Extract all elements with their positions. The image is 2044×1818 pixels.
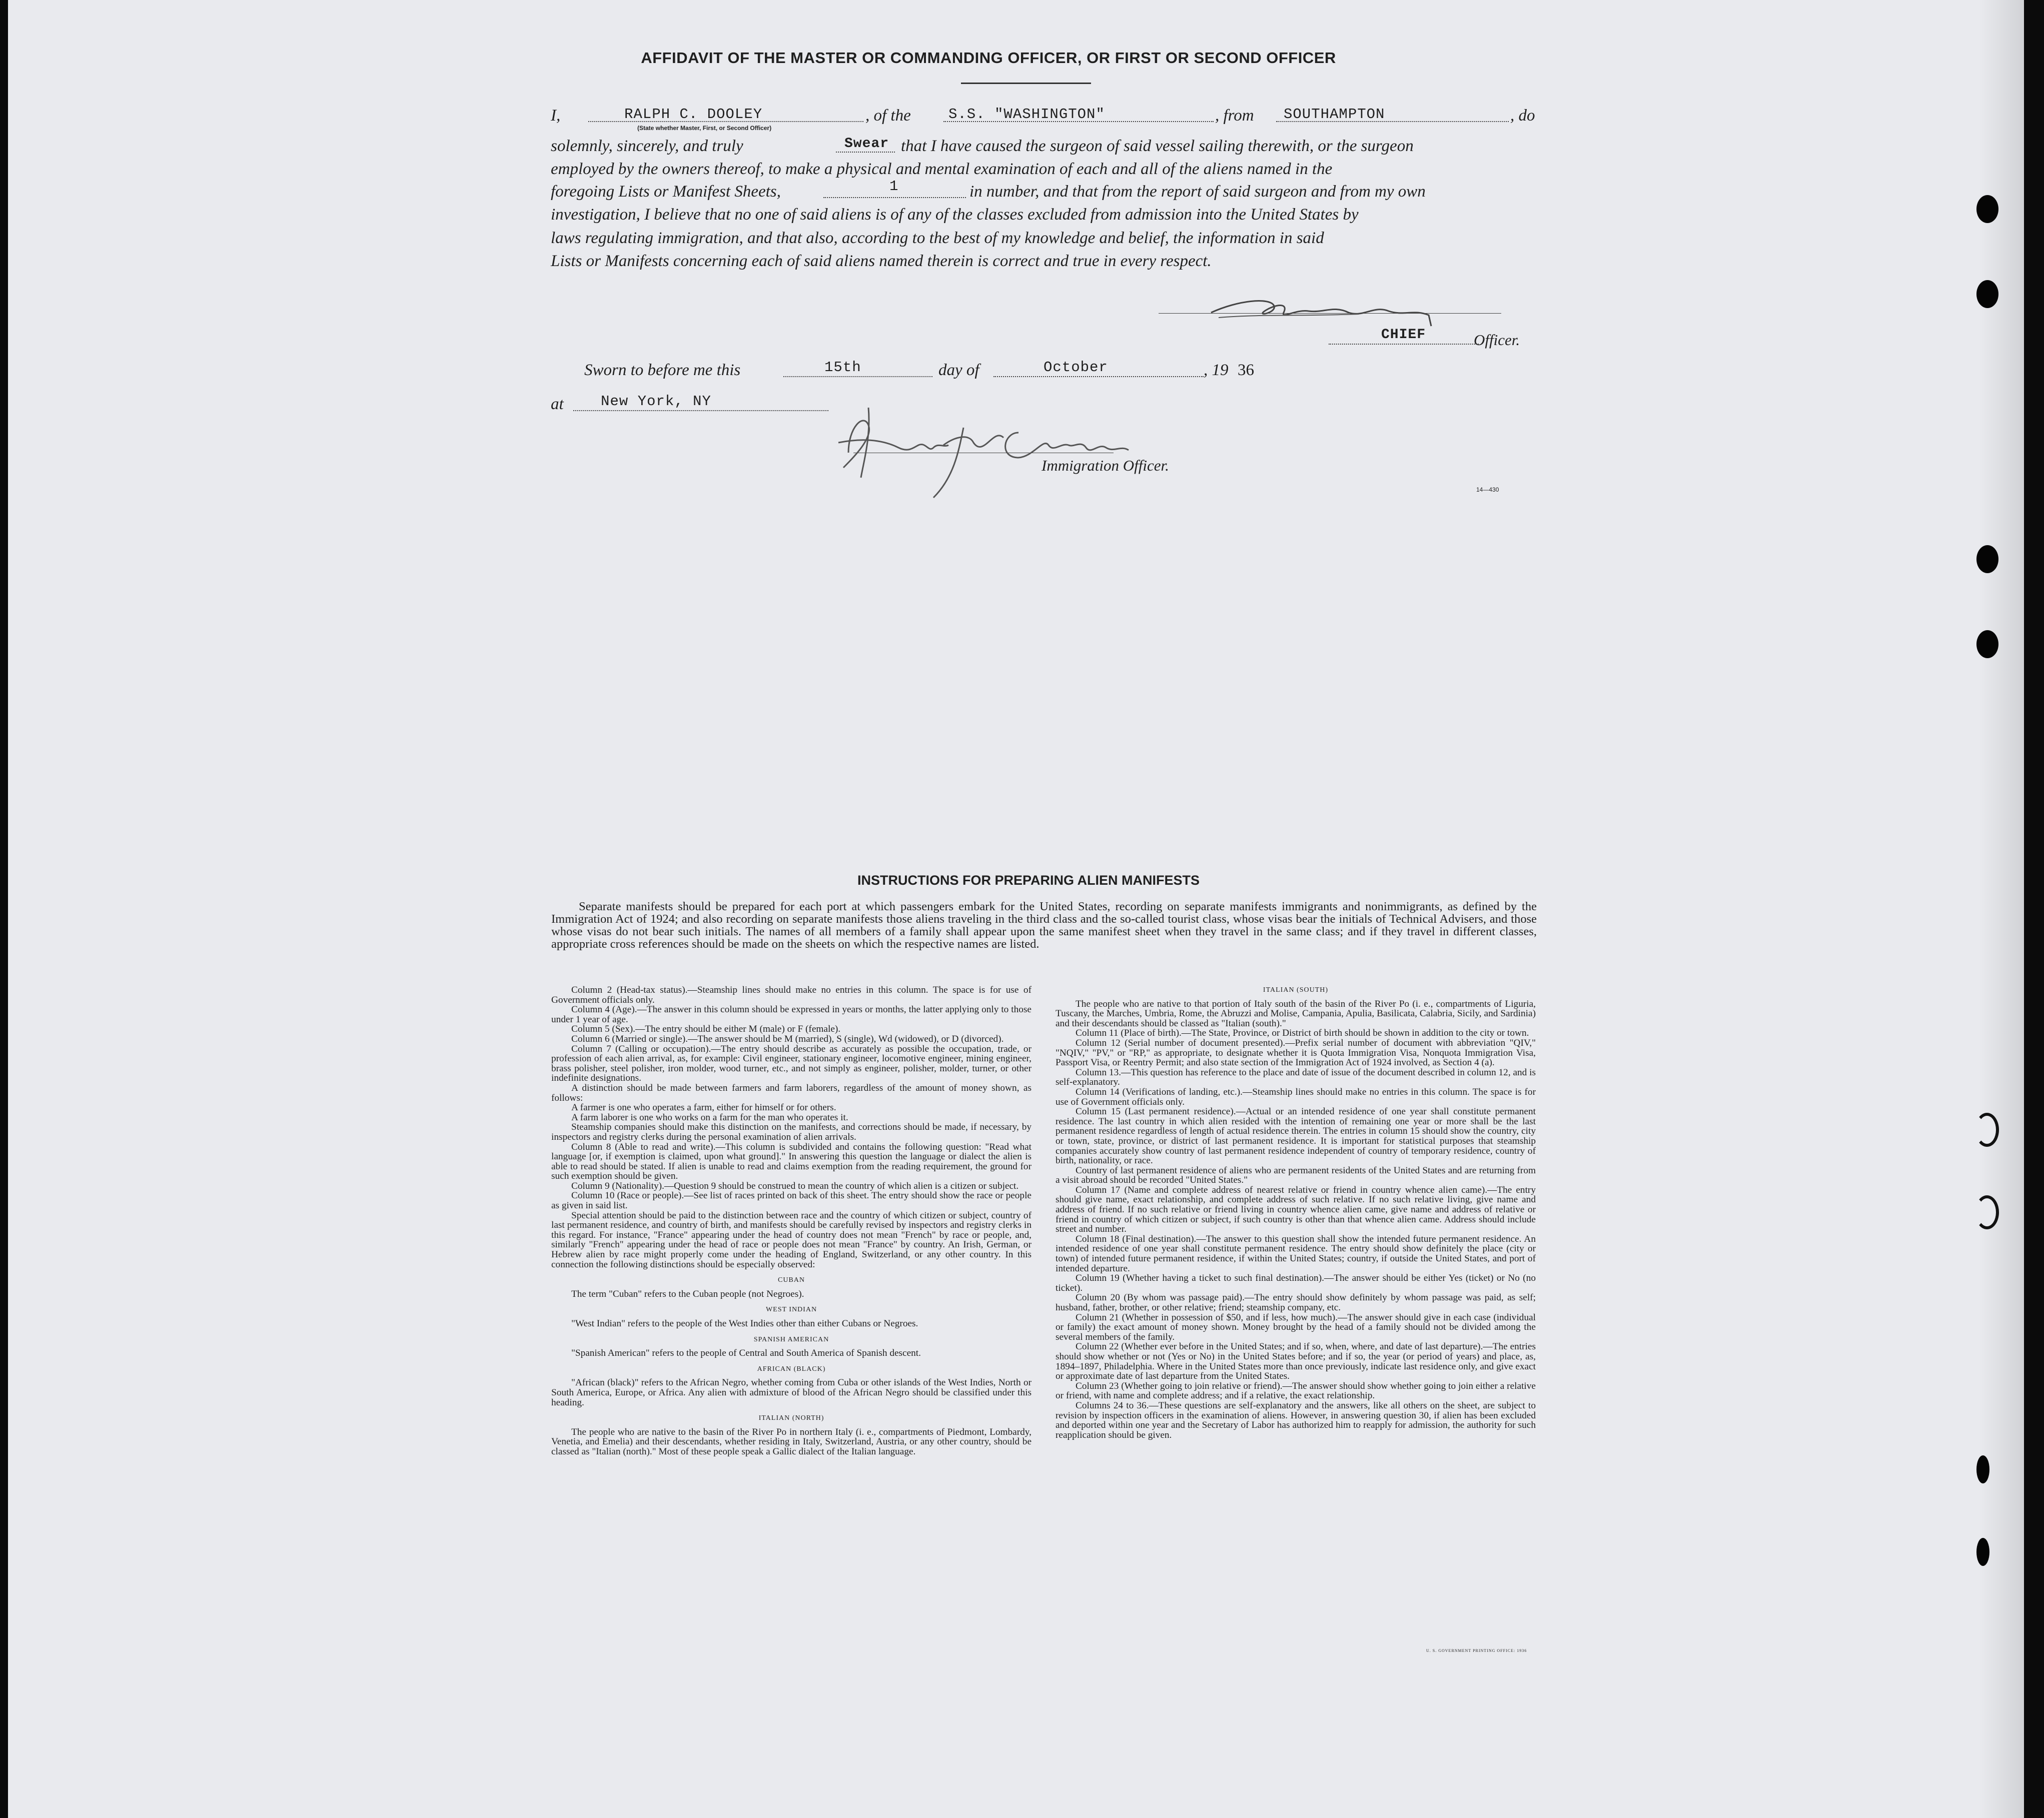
section-heading: AFRICAN (BLACK) xyxy=(757,1365,826,1373)
instruction-para: The term "Cuban" refers to the Cuban people (not Negroes). xyxy=(571,1288,804,1299)
instruction-para: Column 17 (Name and complete address of nearest relative or friend in country whence alien came).—The entry should give name, exact relationship, and complete address of such relative. If no such relative living, give name and address of friend. If no such relative or friend living in country whence alien came, give name and address of relative or friend in country of which citizen or subject, if such country is other than that whence alien came. Address should include street and number. xyxy=(1056,1184,1536,1235)
instruction-para: Column 8 (Able to read and write).—This column is subdivided and contains the following question: "Read what language [or, if exemption is claimed, upon what ground]." In answering this question the language or dialect the alien is able to read should be stated. If alien is unable to read and claims exemption from the reading requirement, the ground for such exemption should be given. xyxy=(551,1141,1032,1182)
line1-from: , from xyxy=(1215,107,1254,125)
instruction-para: Column 12 (Serial number of document presented).—Prefix serial number of document with abbreviation "QIV," "NQIV," "PV," or "RP," as appropriate, to designate whether it is Quota Immigration Visa, Nonquota Immigration Visa, Passport Visa, or Reentry Permit; and also state section of the Immigration Act of 1924 involved, as Section 4 (a). xyxy=(1056,1037,1536,1068)
instruction-para: The people who are native to the basin of the River Po in northern Italy (i. e., compartments of Piedmont, Lombardy, Venetia, and Emelia) and their descendants, whether residing in Italy, Switzerland, Austria, or any other country, should be classed as "Italian (north)." Most of these people speak a Gallic dialect of the Italian language. xyxy=(551,1426,1032,1457)
oath-word: Swear xyxy=(844,136,889,152)
punch-hole-icon xyxy=(1976,1455,1989,1483)
sworn-month-line xyxy=(993,376,1204,377)
instruction-para: Column 5 (Sex).—The entry should be either M (male) or F (female). xyxy=(571,1024,841,1035)
instruction-para: Column 6 (Married or single).—The answer should be M (married), S (single), Wd (widowed), or D (divorced). xyxy=(571,1033,1004,1044)
sworn-day: 15th xyxy=(824,359,861,376)
affidavit-line-5: investigation, I believe that no one of said aliens is of any of the classes excluded from admission into the United States by xyxy=(551,206,1359,224)
line4-rest: in number, and that from the report of said surgeon and from my own xyxy=(969,183,1426,201)
section-heading: SPANISH AMERICAN xyxy=(753,1335,829,1343)
instruction-para: Column 14 (Verifications of landing, etc.).—Steamship lines should make no entries in this column. The space is for use of Government officials only. xyxy=(1056,1086,1536,1107)
instruction-para: A farm laborer is one who works on a farm for the man who operates it. xyxy=(571,1112,848,1123)
officer-name: RALPH C. DOOLEY xyxy=(624,106,763,123)
officer-rank: CHIEF xyxy=(1381,327,1426,343)
instruction-para: Column 9 (Nationality).—Question 9 should be construed to mean the country of which alien is a citizen or subject. xyxy=(571,1180,1019,1191)
instruction-para: "Spanish American" refers to the people of Central and South America of Spanish descent. xyxy=(571,1348,921,1359)
instruction-para: Column 20 (By whom was passage paid).—The entry should show definitely by whom passage was paid, as self; husband, father, brother, or other relative; friend; steamship company, etc. xyxy=(1056,1292,1536,1313)
sworn-day-line xyxy=(783,376,932,377)
sworn-at: at xyxy=(551,395,564,413)
instruction-para: Column 11 (Place of birth).—The State, Province, or District of birth should be shown in addition to the city or town. xyxy=(1076,1028,1529,1039)
sworn-year-prefix: , 19 xyxy=(1204,361,1229,379)
punch-hole-edge-icon xyxy=(1975,1195,1999,1229)
line1-do: , do xyxy=(1510,107,1535,125)
vessel-name: S.S. "WASHINGTON" xyxy=(948,106,1105,123)
instruction-para: Column 10 (Race or people).—See list of races printed on back of this sheet. The entry should show the race or people as given in said list. xyxy=(551,1190,1032,1211)
punch-hole-edge-icon xyxy=(1975,1113,1999,1147)
sheet-count: 1 xyxy=(889,178,899,195)
punch-hole-icon xyxy=(1976,195,1998,223)
rank-line xyxy=(1329,344,1479,345)
section-heading: CUBAN xyxy=(777,1276,805,1284)
instruction-para: Column 13.—This question has reference to the place and date of issue of the document described in column 12, and is self-explanatory. xyxy=(1056,1067,1536,1088)
instructions-right-column xyxy=(1056,985,1536,1440)
instruction-para: A distinction should be made between farmers and farm laborers, regardless of the amount of money shown, as follows: xyxy=(551,1082,1032,1103)
instructions-left-column xyxy=(551,985,1032,1457)
instruction-para: Column 22 (Whether ever before in the United States; and if so, when, where, and date of last departure).—The entries should show whether or not (Yes or No) in the United States before; and if so, the year (or period of years) and place, as, 1894–1897, Philadelphia. Where in the United States more than once previously, indicate last residence only, and give exact or approximate date of last departure from the United States. xyxy=(1056,1341,1536,1382)
sworn-day-label: day of xyxy=(938,361,979,379)
line2-start: solemnly, sincerely, and truly xyxy=(551,137,743,155)
affidavit-line-3: employed by the owners thereof, to make a physical and mental examination of each and all of the aliens named in the xyxy=(551,160,1333,178)
instruction-para: "West Indian" refers to the people of the West Indies other than either Cubans or Negroes. xyxy=(571,1318,918,1329)
port-from: SOUTHAMPTON xyxy=(1284,106,1385,123)
affidavit-line-7: Lists or Manifests concerning each of said aliens named therein is correct and true in every respect. xyxy=(551,252,1212,270)
sworn-place: New York, NY xyxy=(601,393,711,410)
punch-hole-icon xyxy=(1976,1538,1989,1566)
instruction-para: "African (black)" refers to the African Negro, whether coming from Cuba or other islands of the West Indies, North or South America, Europe, or Africa. Any alien with admixture of blood of the African Negro should be classified under this heading. xyxy=(551,1377,1032,1408)
officer-signature xyxy=(1209,290,1449,330)
punch-hole-icon xyxy=(1976,545,1998,573)
instruction-para: Column 21 (Whether in possession of $50, and if less, how much).—The answer should give in each case (individual or family) the exact amount of money shown. Money brought by the head of a family should not be divided among the several members of the family. xyxy=(1056,1312,1536,1342)
sworn-month: October xyxy=(1044,359,1108,376)
instruction-para: Column 18 (Final destination).—The answer to this question shall show the intended future permanent residence. An intended residence of one year shall constitute permanent residence. The entry should show definitely the place (city or town) of intended future permanent residence, if within the United States; country, if outside the United States, and port of intended departure. xyxy=(1056,1233,1536,1274)
instructions-title: INSTRUCTIONS FOR PREPARING ALIEN MANIFESTS xyxy=(857,873,1200,888)
manifest-sheet xyxy=(8,0,2024,1818)
line1-i: I, xyxy=(551,107,561,125)
sworn-prefix: Sworn to before me this xyxy=(584,361,741,379)
affidavit-line-6: laws regulating immigration, and that also, according to the best of my knowledge and belief, the information in said xyxy=(551,229,1324,247)
oath-word-line xyxy=(836,152,895,153)
affidavit-line-1 xyxy=(551,107,560,125)
instruction-para: Column 15 (Last permanent residence).—Actual or an intended residence of one year shall constitute permanent residence. The last country in which alien resided with the intention of remaining one year or more shall be the last permanent residence regardless of length of actual residence therein. The entries in column 15 should show the country, city or town, state, province, or district of last permanent residence. It is important for statistical purposes that steamship companies accurately show country of last permanent residence independent of country of temporary residence, country of birth, nationality, or race. xyxy=(1056,1106,1536,1166)
affidavit-title: AFFIDAVIT OF THE MASTER OR COMMANDING OFFICER, OR FIRST OR SECOND OFFICER xyxy=(641,49,1336,67)
instruction-para: Column 7 (Calling or occupation).—The entry should describe as accurately as possible the occupation, trade, or profession of each alien arrival, as, for example: Civil engineer, stationary engineer, locomotive engineer, mining engineer, brass polisher, steel polisher, iron molder, wood turner, etc., and not simply as engineer, polisher, molder, turner, or other indefinite designations. xyxy=(551,1043,1032,1084)
line4-start: foregoing Lists or Manifest Sheets, xyxy=(551,183,781,201)
line1-of-the: , of the xyxy=(865,107,911,125)
sheet-count-line xyxy=(823,197,966,198)
section-heading: ITALIAN (SOUTH) xyxy=(1263,986,1329,994)
instruction-para: Column 4 (Age).—The answer in this column should be expressed in years or months, the latter applying only to those under 1 year of age. xyxy=(551,1004,1032,1025)
instruction-para: Column 19 (Whether having a ticket to such final destination).—The answer should be either Yes (ticket) or No (no ticket). xyxy=(1056,1273,1536,1293)
punch-hole-icon xyxy=(1976,280,1998,308)
instruction-para: A farmer is one who operates a farm, either for himself or for others. xyxy=(571,1102,836,1113)
place-line xyxy=(573,410,828,411)
printer-imprint: U. S. GOVERNMENT PRINTING OFFICE: 1936 xyxy=(1426,1648,1527,1653)
instructions-intro: Separate manifests should be prepared for each port at which passengers embark for the United States, recording on separate manifests immigrants and nonimmigrants, as defined by the Immigration Act of 1924; and also recording on separate manifests those aliens traveling in the third class and the so-called tourist class, whose visas bear the initials of Technical Advisers, and those whose visas do not bear such initials. The names of all members of a family shall appear upon the same manifest sheet when they travel in the same class; and if they travel in different classes, appropriate cross references should be made on the sheets on which the respective names are listed. xyxy=(551,900,1537,951)
instruction-para: Steamship companies should make this distinction on the manifests, and corrections should be made, if necessary, by inspectors and registry clerks during the personal examination of alien arrivals. xyxy=(551,1122,1032,1142)
officer-rank-note: (State whether Master, First, or Second Officer) xyxy=(637,125,772,132)
punch-hole-icon xyxy=(1976,630,1998,658)
instruction-para: Column 23 (Whether going to join relative or friend).—The answer should show whether going to join either a relative or friend, with name and complete address; and if a relative, the exact relationship. xyxy=(1056,1380,1536,1401)
instruction-para: The people who are native to that portion of Italy south of the basin of the River Po (i. e., compartments of Liguria, Tuscany, the Marches, Umbria, Rome, the Abruzzi and Molise, Campania, Apulia, Basilicata, Calabria, Sicily, and Sardinia) and their descendants should be classed as "Italian (south)." xyxy=(1056,998,1536,1029)
section-heading: WEST INDIAN xyxy=(765,1306,817,1314)
immigration-officer-label: Immigration Officer. xyxy=(1042,457,1169,474)
officer-label: Officer. xyxy=(1474,331,1520,349)
form-number: 14—430 xyxy=(1476,486,1499,493)
instruction-para: Column 2 (Head-tax status).—Steamship lines should make no entries in this column. The space is for use of Government officials only. xyxy=(551,985,1032,1005)
instruction-para: Columns 24 to 36.—These questions are self-explanatory and the answers, like all others on the sheet, are subject to revision by inspection officers in the examination of aliens. However, in answering question 30, if alien has been excluded and deported within one year and the Secretary of Labor has authorized him to reapply for admission, the authority for such reapplication should be given. xyxy=(1056,1400,1536,1440)
section-heading: ITALIAN (NORTH) xyxy=(758,1414,824,1422)
immigration-officer-signature xyxy=(833,398,1144,503)
sworn-year: 36 xyxy=(1238,361,1254,379)
instruction-para: Country of last permanent residence of aliens who are permanent residents of the United States and are returning from a visit abroad should be recorded "United States." xyxy=(1056,1165,1536,1186)
title-rule xyxy=(961,83,1091,84)
instruction-para: Special attention should be paid to the distinction between race and the country of which citizen or subject, country of last permanent residence, and country of birth, and manifests should be carefully revised by inspectors and registry clerks in this regard. For instance, "France" appearing under the head of country does not mean "French" by race or people, and, similarly "French" appearing under the head of race or people does not mean "France" by country. An Irish, German, or Hebrew alien by race might properly come under the heading of England, Switzerland, or any other country. In this connection the following distinctions should be especially observed: xyxy=(551,1210,1032,1270)
line2-rest: that I have caused the surgeon of said vessel sailing therewith, or the surgeon xyxy=(901,137,1414,155)
